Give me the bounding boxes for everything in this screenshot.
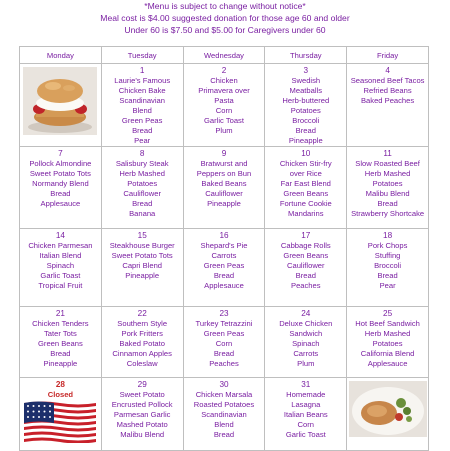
day-cell [183,147,265,229]
day-number: 28 [55,380,65,389]
menu-item: Spinach [46,261,75,270]
menu-item: over Rice [289,169,322,178]
menu-item: Herb-buttered [282,96,330,105]
menu-item: Slow Roasted Beef [355,159,420,168]
menu-item: Pasta [214,96,234,105]
american-flag [24,401,96,443]
menu-item: Bread [132,199,153,208]
menu-item: Spinach [292,339,320,348]
menu-item: Bread [295,126,316,135]
day-cell [347,307,429,378]
menu-item: Bread [295,271,316,280]
menu-item: Pineapple [125,271,160,280]
menu-item: Bratwurst and [200,159,248,168]
day-cell [20,64,102,147]
menu-item: Capri Blend [122,261,163,270]
day-number: 29 [137,380,147,389]
chicken-plate-photo [349,381,427,437]
menu-item: Plum [215,126,233,135]
menu-item: Roasted Potatoes [193,400,255,409]
menu-item: Southern Style [117,319,168,328]
menu-item: Chicken Bake [118,86,166,95]
weekday-friday: Friday [347,47,429,64]
day-number: 3 [303,66,309,75]
menu-item: Primavera over [198,86,250,95]
menu-item: Sweet Potato Tots [29,169,91,178]
menu-item: Normandy Blend [32,179,89,188]
day-cell [101,147,183,229]
menu-item: Refried Beans [363,86,412,95]
strawberry-shortcake-photo [23,67,97,135]
menu-item: Turkey Tetrazzini [195,319,253,328]
menu-item: Chicken Marsala [195,390,253,399]
menu-item: Potatoes [372,339,403,348]
menu-item: Plum [297,359,315,368]
day-cell [347,64,429,147]
menu-item: Corn [215,106,233,115]
day-cell [101,378,183,451]
day-number: 7 [58,149,63,158]
menu-item: Bread [50,189,71,198]
menu-item: Corn [297,420,315,429]
menu-item: Green Peas [121,116,163,125]
menu-item: Carrots [211,251,237,260]
menu-item: Bread [377,199,398,208]
day-cell [347,378,429,451]
menu-item: Meatballs [289,86,323,95]
weekday-thursday: Thursday [265,47,347,64]
week-row [20,378,429,451]
notice-line-1: *Menu is subject to change without notice* [144,1,306,11]
day-number: 9 [221,149,227,158]
closed-label: Closed [47,390,74,399]
menu-item: Cinnamon Apples [112,349,172,358]
menu-item: Bread [377,271,398,280]
day-cell [20,147,102,229]
menu-item: Stuffing [374,251,401,260]
day-number: 18 [383,231,393,240]
day-cell [265,378,347,451]
weekday-monday: Monday [20,47,102,64]
menu-item: Chicken Tenders [32,319,89,328]
weekday-wednesday: Wednesday [183,47,265,64]
menu-item: Bread [213,430,235,439]
menu-item: Pineapple [207,199,241,208]
day-number: 17 [301,231,311,240]
menu-item: Pear [379,281,396,290]
menu-item: Green Beans [283,189,329,198]
menu-item: Italian Blend [39,251,82,260]
day-cell [183,229,265,307]
menu-item: Pollock Almondine [29,159,92,168]
day-number: 31 [301,380,311,389]
menu-item: Strawberry Shortcake [351,209,425,218]
menu-item: Chicken Parmesan [28,241,93,250]
week-row [20,307,429,378]
menu-item: Bread [132,126,153,135]
menu-item: Homemade [286,390,326,399]
menu-item: Mashed Potato [116,420,168,429]
day-number: 23 [219,309,229,318]
day-cell [265,64,347,147]
menu-item: Seasoned Beef Tacos [350,76,425,85]
menu-item: Cauliflower [287,261,325,270]
menu-item: Corn [215,339,233,348]
menu-item: Pear [134,136,151,145]
menu-item: Broccoli [374,261,402,270]
menu-item: Green Peas [203,329,245,338]
week-row [20,147,429,229]
day-number: 16 [219,231,229,240]
menu-item: Sweet Potato Tots [111,251,173,260]
day-number: 1 [139,66,145,75]
menu-item: Potatoes [372,179,403,188]
menu-item: Peppers on Bun [196,169,252,178]
menu-item: Baked Peaches [360,96,415,105]
menu-item: Green Beans [283,251,329,260]
menu-item: Lasagna [291,400,321,409]
menu-item: Baked Potato [119,339,165,348]
day-number: 8 [139,149,145,158]
menu-item: Applesauce [367,359,408,368]
menu-item: Herb Mashed [364,169,411,178]
menu-item: Green Peas [203,261,245,270]
menu-item: Bread [213,349,235,358]
menu-item: Laurie's Famous [114,76,171,85]
day-cell [183,378,265,451]
menu-item: Coleslaw [126,359,158,368]
menu-item: Swedish [291,76,321,85]
menu-item: Peaches [209,359,239,368]
menu-item: Banana [129,209,156,218]
day-number: 4 [385,66,390,75]
menu-item: Baked Beans [201,179,247,188]
day-cell [20,307,102,378]
day-cell [101,64,183,147]
menu-item: Garlic Toast [204,116,244,125]
menu-item: Broccoli [292,116,320,125]
week-row [20,64,429,147]
menu-item: Garlic Toast [285,430,326,439]
menu-item: Herb Mashed [364,329,411,338]
menu-item: Pineapple [43,359,78,368]
day-cell [183,64,265,147]
menu-item: Malibu Blend [120,430,165,439]
day-number: 22 [137,309,147,318]
day-cell [347,147,429,229]
menu-item: Bread [50,349,71,358]
menu-item: Potatoes [127,179,158,188]
menu-item: Sweet Potato [119,390,165,399]
menu-item: Scandinavian [119,96,165,105]
menu-notice [0,0,450,36]
menu-item: Chicken Stir-fry [279,159,332,168]
menu-item: Malibu Blend [365,189,410,198]
menu-item: Tropical Fruit [38,281,83,290]
menu-item: Pineapple [288,136,323,145]
menu-item: Green Beans [38,339,83,348]
weekday-header-row [20,47,429,64]
menu-item: Tater Tots [44,329,77,338]
menu-item: Cabbage Rolls [280,241,331,250]
menu-item: Far East Blend [280,179,331,188]
menu-item: Fortune Cookie [279,199,332,208]
menu-item: Encrusted Pollock [111,400,173,409]
menu-item: Blend [214,420,234,429]
day-cell [20,378,102,451]
menu-item: Potatoes [290,106,321,115]
menu-item: Peaches [291,281,321,290]
day-number: 30 [219,380,229,389]
day-cell [265,307,347,378]
menu-item: Steakhouse Burger [109,241,175,250]
day-cell [183,307,265,378]
menu-item: Shepard's Pie [200,241,248,250]
day-number: 14 [55,231,65,240]
weekday-tuesday: Tuesday [101,47,183,64]
menu-item: Applesauce [204,281,244,290]
day-cell [347,229,429,307]
menu-item: Herb Mashed [119,169,165,178]
notice-line-2: Meal cost is $4.00 suggested donation for those age 60 and older [100,13,350,23]
menu-item: Pork Chops [367,241,408,250]
day-cell [20,229,102,307]
menu-item: Pork Fritters [121,329,163,338]
menu-item: Garlic Toast [40,271,81,280]
day-cell [101,307,183,378]
day-cell [101,229,183,307]
menu-item: Cauliflower [123,189,161,198]
menu-item: Deluxe Chicken [279,319,333,328]
menu-item: Cauliflower [205,189,243,198]
menu-item: Hot Beef Sandwich [355,319,420,328]
day-number: 21 [55,309,65,318]
day-number: 25 [383,309,393,318]
day-number: 2 [221,66,227,75]
menu-item: Applesauce [40,199,81,208]
menu-item: Chicken [210,76,238,85]
week-row [20,229,429,307]
menu-item: Parmesan Garlic [113,410,171,419]
menu-item: Salisbury Steak [115,159,169,168]
menu-item: Sandwich [289,329,323,338]
menu-item: Italian Beans [283,410,328,419]
menu-item: Bread [213,271,235,280]
day-cell [265,229,347,307]
day-number: 24 [301,309,311,318]
notice-line-3: Under 60 is $7.50 and $5.00 for Caregivers under 60 [124,25,326,35]
day-number: 11 [383,149,392,158]
day-cell [265,147,347,229]
menu-item: Carrots [293,349,319,358]
menu-item: California Blend [360,349,415,358]
menu-item: Mandarins [288,209,324,218]
menu-item: Blend [132,106,152,115]
day-number: 10 [301,149,311,158]
menu-calendar [19,46,429,451]
menu-item: Scandinavian [201,410,247,419]
day-number: 15 [137,231,147,240]
